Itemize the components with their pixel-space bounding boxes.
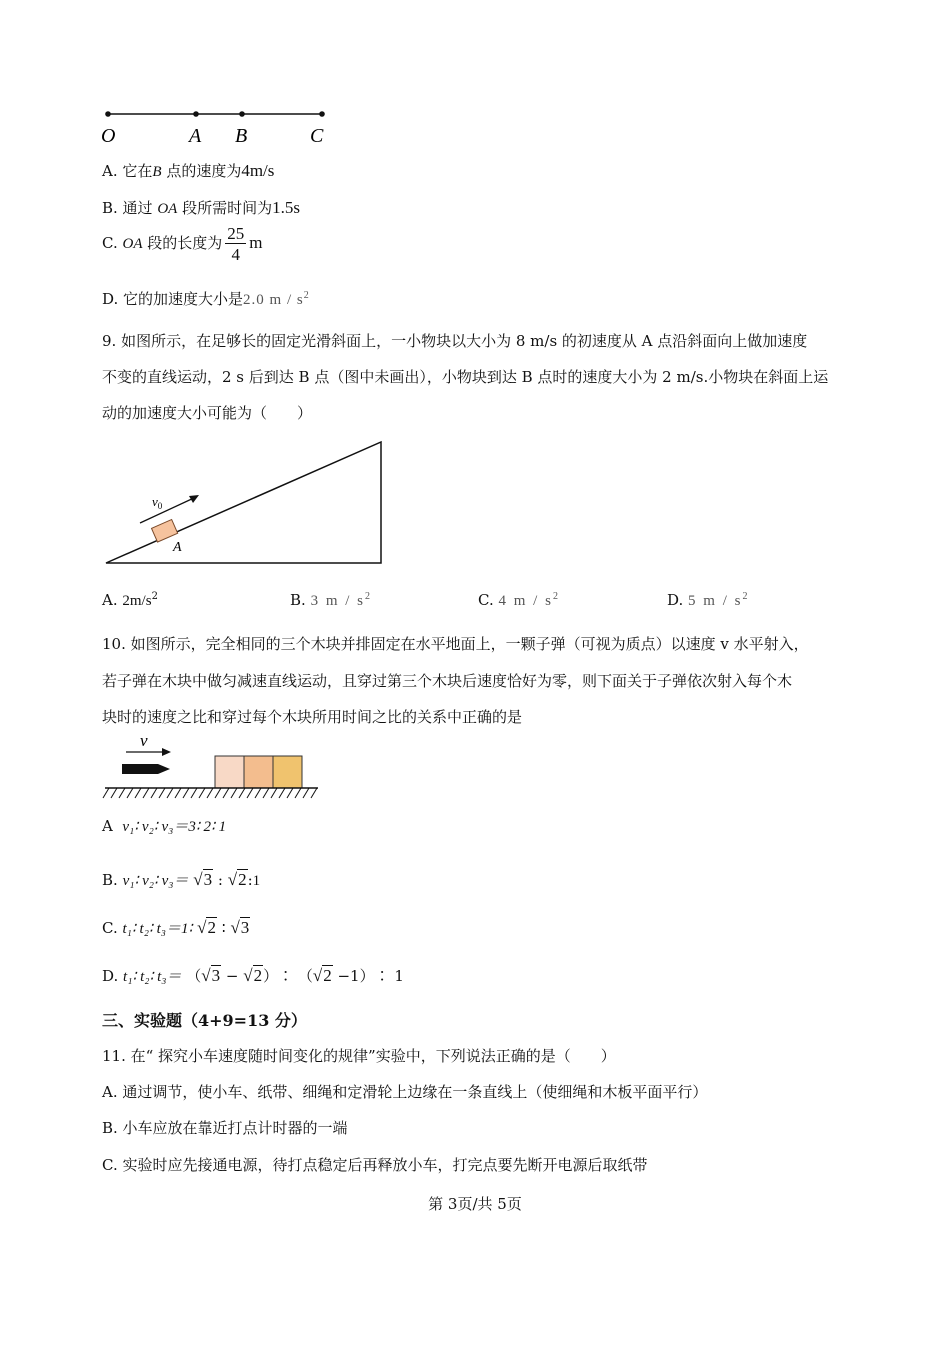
label-o: O: [101, 125, 116, 147]
point-a: [193, 111, 199, 117]
bullet-blocks-figure: [100, 730, 325, 802]
q11-option-a: A. 通过调节，使小车、纸带、细绳和定滑轮上边缘在一条直线上（使细绳和木板平面平行）: [102, 1083, 708, 1101]
block-3: [273, 756, 302, 788]
bullet: [122, 764, 170, 774]
incline-triangle: [106, 442, 381, 563]
q9-stem-line3: 动的加速度大小可能为（ ）: [102, 404, 313, 422]
point-a-label: A: [173, 540, 182, 555]
q9-option-d: D. 5 m / $s^2$: [667, 591, 750, 609]
velocity-arrow: [140, 497, 196, 523]
page-footer: 第 3页/共 5页: [428, 1195, 522, 1213]
q8-option-d: D. 它的加速度大小是2.0 m / $s^2$: [102, 290, 311, 308]
q10-stem-line1: 10. 如图所示，完全相同的三个木块并排固定在水平地面上，一颗子弹（可视为质点）以速度 v 水平射入，: [102, 635, 809, 653]
q9-stem-line1: 9. 如图所示，在足够长的固定光滑斜面上，一小物块以大小为 8 m/s 的初速度从 A 点沿斜面向上做加速度: [102, 332, 808, 350]
q10-stem-line3: 块时的速度之比和穿过每个木块所用时间之比的关系中正确的是: [102, 708, 523, 726]
label-c: C: [310, 125, 324, 147]
q9-option-b: B. 3 m / $s^2$: [290, 591, 373, 609]
q8-option-b: B. 通过 OA 段所需时间为1.5s: [102, 198, 300, 217]
section-3-heading: 三、实验题（4+9=13 分）: [102, 1011, 307, 1030]
fraction-25-4: $\frac{25}{4}$: [227, 224, 245, 264]
q10-option-a: A v₁∶ v₂∶ v₃＝3∶ 2∶ 1: [102, 817, 227, 835]
bullet-velocity-arrowhead: [162, 748, 171, 756]
q9-stem-line2: 不变的直线运动，2 s 后到达 B 点（图中未画出），小物块到达 B 点时的速度大小为 2 m/s.小物块在斜面上运: [102, 368, 829, 386]
q11-stem: 11. 在“ 探究小车速度随时间变化的规律”实验中，下列说法正确的是（ ）: [102, 1047, 616, 1065]
point-o: [105, 111, 111, 117]
block-1: [215, 756, 244, 788]
ground-hatching: [103, 788, 317, 798]
q8-option-c: C. OA 段的长度为 $\frac{25}{4}$ m: [102, 224, 263, 264]
velocity-label: $v_0$: [152, 494, 163, 511]
incline-figure: [100, 436, 390, 570]
q8-option-a: A. 它在B 点的速度为4m/s: [102, 161, 275, 180]
q10-option-d: D. t₁∶ t₂∶ t₃＝ （√3 − √2）∶ （√2 −1）∶ 1: [102, 966, 404, 985]
q10-option-b: B. v₁∶ v₂∶ v₃＝ √3 : √2:1: [102, 870, 261, 889]
q11-option-c: C. 实验时应先接通电源，待打点稳定后再释放小车，打完点要先断开电源后取纸带: [102, 1156, 648, 1174]
number-line-figure: [100, 104, 340, 152]
point-b: [239, 111, 245, 117]
point-c: [319, 111, 325, 117]
label-b: B: [235, 125, 248, 147]
bullet-velocity-label: v: [140, 731, 148, 750]
label-a: A: [189, 125, 202, 147]
q9-option-c: C. 4 m / $s^2$: [478, 591, 560, 609]
q10-stem-line2: 若子弹在木块中做匀减速直线运动，且穿过第三个木块后速度恰好为零，则下面关于子弹依次射入每个木: [102, 672, 793, 690]
block-a: [152, 520, 178, 543]
q9-option-a: A. $2m/s^2$: [102, 591, 158, 609]
q11-option-b: B. 小车应放在靠近打点计时器的一端: [102, 1119, 348, 1137]
q10-option-c: C. t₁∶ t₂∶ t₃＝1∶ √2 ∶ √3: [102, 918, 250, 937]
block-2: [244, 756, 273, 788]
